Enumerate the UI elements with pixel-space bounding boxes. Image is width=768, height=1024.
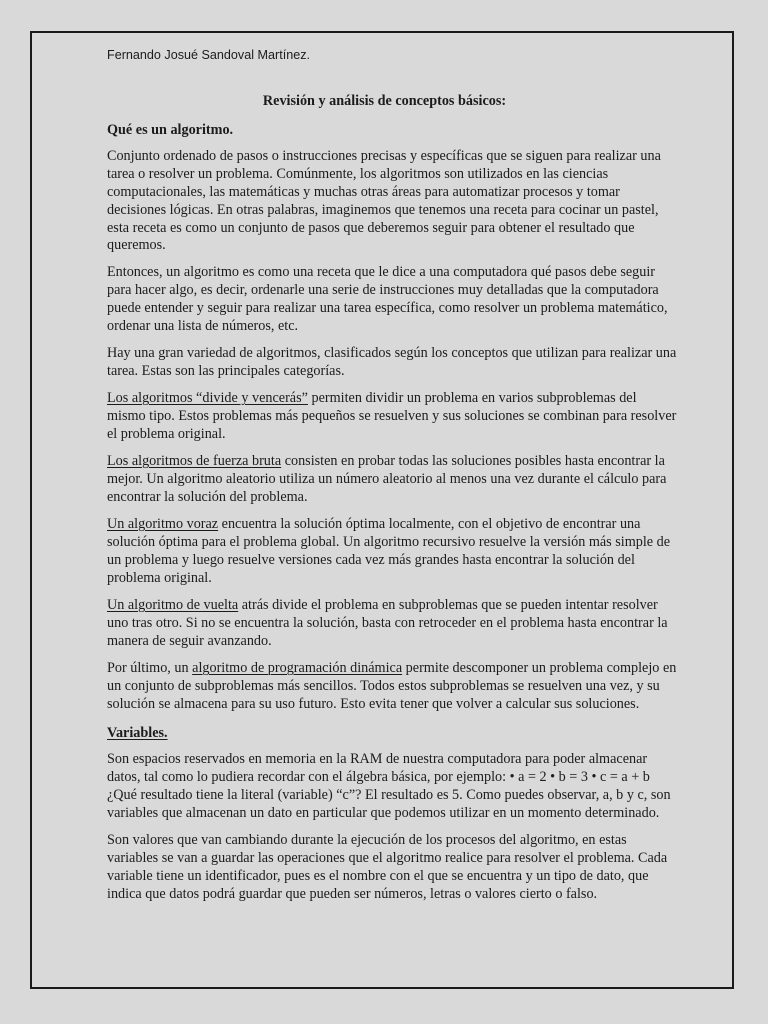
text-line: problema original.	[107, 569, 212, 586]
text-line: el problema original.	[107, 425, 226, 442]
paragraph-fuerza-bruta	[107, 453, 667, 507]
term-vuelta-atras: Un algoritmo de vuelta	[107, 597, 239, 613]
document-title: Revisión y análisis de conceptos básicos:	[262, 93, 507, 109]
paragraph-variedad	[107, 345, 677, 381]
text-span: encuentra la solución óptima localmente, con el objetivo de encontrar una	[218, 516, 641, 532]
text-line: un conjunto de subproblemas más sencillos. Todos estos subproblemas se resuelven una vez, y su	[107, 677, 660, 694]
paragraph-vuelta-atras	[107, 597, 667, 651]
document-page	[30, 31, 734, 989]
paragraph-divide-venceras	[107, 390, 677, 444]
text-line: Entonces, un algoritmo es como una receta que le dice a una computadora qué pasos debe seguir	[107, 264, 655, 280]
text-line: solución óptima para el problema global. Un algoritmo recursivo resuelve la versión más simple de	[107, 533, 671, 550]
text-line: tarea. Estas son las principales categorías.	[107, 362, 345, 379]
author-name: Fernando Josué Sandoval Martínez.	[107, 48, 311, 62]
text-line	[107, 453, 667, 471]
text-line: esta receta es como un conjunto de pasos que deberemos seguir para obtener el resultado que	[107, 219, 635, 236]
text-line	[107, 660, 677, 678]
text-line: para hacer algo, es decir, ordenarle una serie de instrucciones muy detalladas que la computadora	[107, 281, 659, 298]
term-fuerza-bruta: Los algoritmos de fuerza bruta	[107, 453, 282, 469]
text-span: consisten en probar todas las soluciones posibles hasta encontrar la	[281, 453, 665, 469]
text-line: ¿Qué resultado tiene la literal (variable) “c”? El resultado es 5. Como puedes observar, a, b y c, son	[107, 786, 671, 803]
text-line: solución se almacena para su uso futuro. Esto evita tener que volver a calcular sus soluciones.	[107, 695, 640, 712]
text-line: variables que almacenan un dato en particular que podemos utilizar en un momento determinado.	[107, 804, 660, 821]
text-line	[107, 516, 667, 534]
text-line: tarea o resolver un problema. Comúnmente, los algoritmos son utilizados en las ciencias	[107, 165, 609, 182]
paragraph-variables-valores	[107, 832, 667, 904]
text-line: datos, tal como lo pudiera recordar con el álgebra básica, por ejemplo: • a = 2 • b = 3 • c = a + b	[107, 768, 650, 785]
text-line: Conjunto ordenado de pasos o instrucciones precisas y específicas que se siguen para realizar una	[107, 148, 661, 164]
text-line: manera de seguir avanzando.	[107, 632, 272, 649]
term-divide-venceras: Los algoritmos “divide y vencerás”	[107, 390, 308, 406]
term-algoritmo-voraz: Un algoritmo voraz	[107, 516, 219, 532]
text-span: atrás divide el problema en subproblemas que se pueden intentar resolver	[238, 597, 658, 613]
text-line: variable tiene un identificador, pues es el nombre con el que se encuentra y un tipo de dato, que	[107, 867, 649, 884]
text-line: ordenar una lista de números, etc.	[107, 317, 299, 334]
paragraph-voraz	[107, 516, 671, 588]
text-span: permiten dividir un problema en varios subproblemas del	[307, 390, 637, 406]
text-line: puede entender y seguir para realizar una tarea específica, como resolver un problema matemático,	[107, 299, 668, 316]
text-span: Por último, un	[107, 660, 193, 676]
text-line	[107, 390, 667, 408]
text-line: encontrar la solución del problema.	[107, 488, 308, 505]
paragraph-variables-definicion	[107, 751, 671, 823]
text-line: un problema y luego resuelve versiones cada vez más grandes hasta encontrar la solución del	[107, 551, 635, 568]
paragraph-definicion	[107, 148, 667, 255]
text-line: Hay una gran variedad de algoritmos, clasificados según los conceptos que utilizan para realizar una	[107, 345, 677, 361]
text-line: mismo tipo. Estos problemas más pequeños se resuelven y sus soluciones se combinan para resolver	[107, 407, 677, 424]
text-line: decisiones lógicas. En otras palabras, imaginemos que tenemos una receta para cocinar un pastel,	[107, 201, 659, 218]
heading-variables: Variables.	[107, 725, 168, 741]
term-programacion-dinamica: algoritmo de programación dinámica	[192, 660, 403, 676]
paragraph-programacion-dinamica	[107, 660, 677, 714]
text-line	[107, 597, 667, 615]
text-line: computacionales, las matemáticas y muchas otras áreas para automatizar procesos y tomar	[107, 183, 620, 200]
text-line: indica que datos podrá guardar que pueden ser números, letras o valores cierto o falso.	[107, 885, 598, 902]
text-line: uno tras otro. Si no se encuentra la solución, basta con retroceder en el problema hasta encontrar la	[107, 614, 668, 631]
paragraph-receta	[107, 264, 667, 336]
text-line: mejor. Un algoritmo aleatorio utiliza un número aleatorio al menos una vez durante el cálculo para	[107, 470, 667, 487]
text-line: queremos.	[107, 237, 166, 254]
text-line: Son valores que van cambiando durante la ejecución de los procesos del algoritmo, en estas	[107, 832, 627, 848]
text-line: Son espacios reservados en memoria en la RAM de nuestra computadora para poder almacenar	[107, 751, 648, 767]
text-span: permite descomponer un problema complejo en	[402, 660, 677, 676]
text-line: variables se van a guardar las operaciones que el algoritmo realice para resolver el problema. Cada	[107, 849, 668, 866]
heading-que-es-algoritmo: Qué es un algoritmo.	[107, 122, 234, 138]
